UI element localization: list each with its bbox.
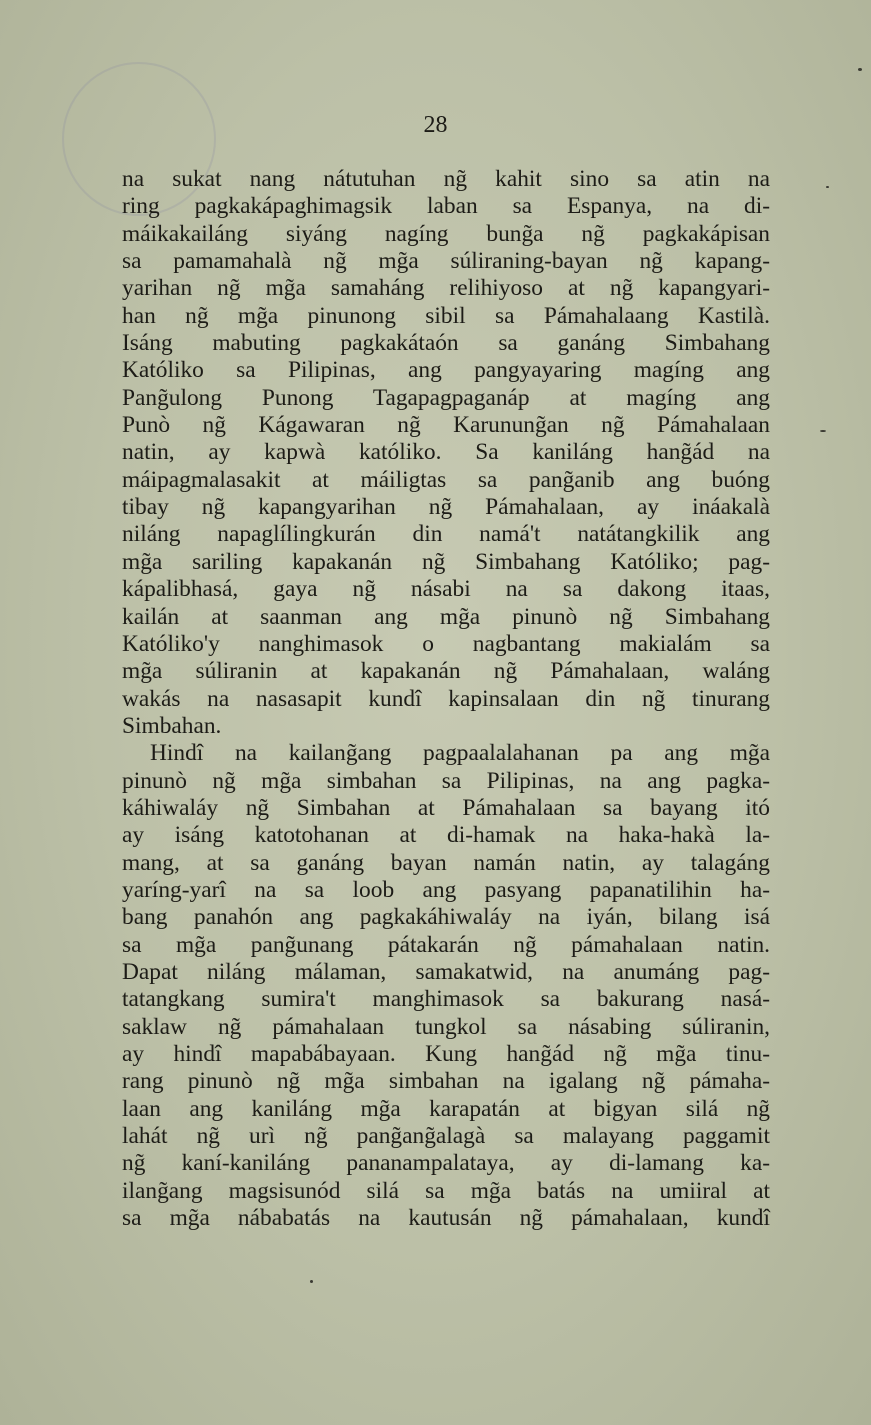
text-line: yaríng-yarî na sa loob ang pasyang papanatilihin ha- <box>122 876 770 903</box>
text-line: han ng̃ mg̃a pinunong sibil sa Pámahalaang Kastilà. <box>122 302 770 329</box>
text-line: rang pinunò ng̃ mg̃a simbahan na igalang ng̃ pámaha- <box>122 1068 770 1095</box>
text-line: mang, at sa ganáng bayan namán natin, ay talagáng <box>122 849 770 876</box>
text-line: yarihan ng̃ mg̃a samaháng relihiyoso at ng̃ kapangyari- <box>122 275 770 302</box>
text-line: ilang̃ang magsisunód silá sa mg̃a batás na umiiral at <box>122 1177 770 1204</box>
text-line: sa mg̃a pang̃unang pátakarán ng̃ pámahalaan natin. <box>122 931 770 958</box>
text-line: Hindî na kailang̃ang pagpaalalahanan pa ang mg̃a <box>150 740 770 767</box>
text-line: pinunò ng̃ mg̃a simbahan sa Pilipinas, na ang pagka- <box>122 767 770 794</box>
text-line: sa pamamahalà ng̃ mg̃a súliraning-bayan ng̃ kapang- <box>122 248 770 275</box>
text-line: mg̃a súliranin at kapakanán ng̃ Pámahalaan, waláng <box>122 658 770 685</box>
paper-speck <box>826 186 829 188</box>
text-line: Katóliko'y nanghimasok o nagbantang makialám sa <box>122 630 770 657</box>
text-line: tatangkang sumira't manghimasok sa bakurang nasá- <box>122 986 770 1013</box>
text-line: bang panahón ang pagkakáhiwaláy na iyán, bilang isá <box>122 904 770 931</box>
page-text <box>122 166 770 1232</box>
text-line: na sukat nang nátutuhan ng̃ kahit sino sa atin na <box>122 166 770 192</box>
text-line: máikakailáng siyáng nagíng bung̃a ng̃ pagkakápisan <box>122 220 770 247</box>
paragraph <box>122 740 770 1232</box>
paper-speck <box>858 68 862 71</box>
text-line: sa mg̃a nábabatás na kautusán ng̃ pámahalaan, kundî <box>122 1205 770 1232</box>
text-line: Punò ng̃ Kágawaran ng̃ Karunung̃an ng̃ Pámahalaan <box>122 412 770 439</box>
text-line: Katóliko sa Pilipinas, ang pangyayaring magíng ang <box>122 357 770 384</box>
text-line: saklaw ng̃ pámahalaan tungkol sa násabing súliranin, <box>122 1013 770 1040</box>
text-line: kápalibhasá, gaya ng̃ násabi na sa dakong itaas, <box>122 576 770 603</box>
text-line: ng̃ kaní-kaniláng pananampalataya, ay di-lamang ka- <box>122 1150 770 1177</box>
paper-speck <box>820 430 826 432</box>
text-line: natin, ay kapwà katóliko. Sa kaniláng hang̃ád na <box>122 439 770 466</box>
text-line: máipagmalasakit at máiligtas sa pang̃anib ang buóng <box>122 466 770 493</box>
text-line: lahát ng̃ urì ng̃ pang̃ang̃alagà sa malayang paggamit <box>122 1123 770 1150</box>
text-line: ring pagkakápaghimagsik laban sa Espanya, na di- <box>122 193 770 220</box>
text-line: mg̃a sariling kapakanán ng̃ Simbahang Katóliko; pag- <box>122 548 770 575</box>
text-line: káhiwaláy ng̃ Simbahan at Pámahalaan sa bayang itó <box>122 794 770 821</box>
text-line: laan ang kaniláng mg̃a karapatán at bigyan silá ng̃ <box>122 1095 770 1122</box>
text-line: Isáng mabuting pagkakátaón sa ganáng Simbahang <box>122 330 770 357</box>
paragraph <box>122 166 770 740</box>
text-line: tibay ng̃ kapangyarihan ng̃ Pámahalaan, ay ináakalà <box>122 494 770 521</box>
text-line: Pang̃ulong Punong Tagapagpaganáp at magíng ang <box>122 384 770 411</box>
text-line: niláng napaglílingkurán din namá't natátangkilik ang <box>122 521 770 548</box>
paper-speck <box>310 1280 313 1283</box>
text-line: ay isáng katotohanan at di-hamak na haka-hakà la- <box>122 822 770 849</box>
text-line: Dapat niláng málaman, samakatwid, na anumáng pag- <box>122 958 770 985</box>
text-line: wakás na nasasapit kundî kapinsalaan din ng̃ tinurang <box>122 685 770 712</box>
text-line: ay hindî mapabábayaan. Kung hang̃ád ng̃ mg̃a tinu- <box>122 1041 770 1067</box>
text-line: kailán at saanman ang mg̃a pinunò ng̃ Simbahang <box>122 603 770 630</box>
page-number: 28 <box>423 112 448 138</box>
text-line: Simbahan. <box>122 712 222 739</box>
